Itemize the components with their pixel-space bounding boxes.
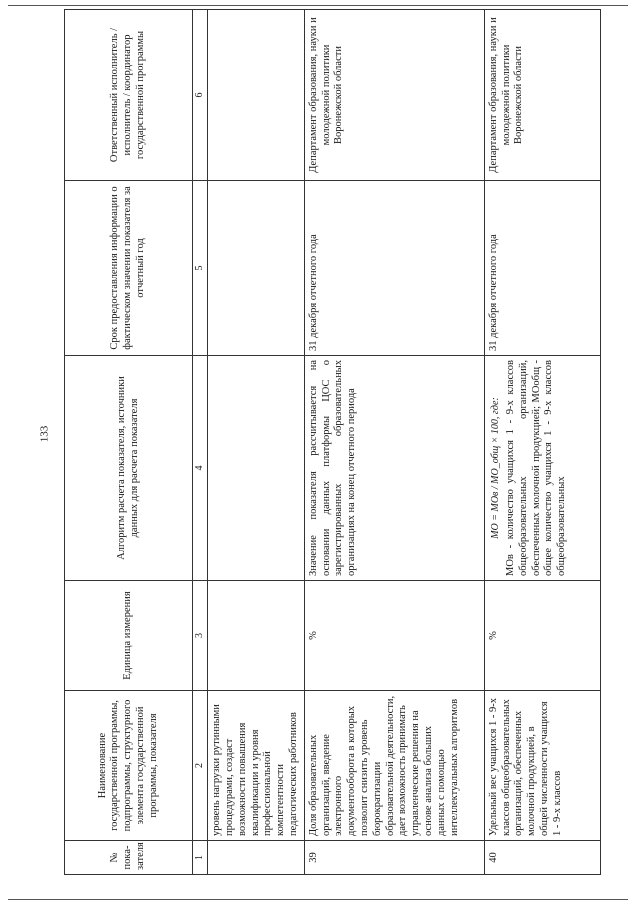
table-row	[304, 10, 484, 875]
row-unit	[208, 581, 305, 691]
header-name: Наименование государственной программы, подпрограммы, структурного элемента государственной программы, показателя	[65, 691, 193, 841]
row-algorithm	[208, 356, 305, 581]
row-name: Удельный вес учащихся 1 - 9-х классов общеобразовательных организаций, обеспеченных молочной продукцией, в общей численности учащихся 1 - 9-х классов	[484, 691, 600, 841]
bottom-rule	[8, 899, 628, 900]
row-deadline: 31 декабря отчетного года	[484, 181, 600, 356]
row-algorithm: МОв - количество учащихся 1 - 9-х классов общеобразовательных организаций, обеспеченных молочной продукцией; МОобщ - общее количество учащихся 1 - 9-х классов общеобразовательных	[504, 360, 568, 576]
column-number: 5	[193, 181, 208, 356]
column-number: 4	[193, 356, 208, 581]
row-num: 39	[304, 841, 484, 875]
column-number: 2	[193, 691, 208, 841]
row-deadline	[208, 181, 305, 356]
row-algorithm-cell	[484, 356, 600, 581]
row-name: уровень нагрузки рутинными процедурами, создаст возможности повышения квалификации и уровня профессиональной компетентности педагогических работников	[208, 691, 305, 841]
row-executor	[208, 10, 305, 181]
header-algorithm: Алгоритм расчета показателя, источники данных для расчета показателя	[65, 356, 193, 581]
header-row	[65, 10, 193, 875]
column-number-row	[193, 10, 208, 875]
row-unit: %	[304, 581, 484, 691]
row-algorithm: Значение показателя рассчитывается на основании данных платформы ЦОС о зарегистрированных образовательных организациях на конец отчетного периода	[304, 356, 484, 581]
row-deadline: 31 декабря отчетного года	[304, 181, 484, 356]
top-rule	[8, 5, 628, 6]
table-row	[208, 10, 305, 875]
row-executor: Департамент образования, науки и молодежной политики Воронежской области	[484, 10, 600, 181]
header-deadline: Срок предоставления информации о фактическом значении показателя за отчетный год	[65, 181, 193, 356]
page-number: 133	[38, 425, 51, 443]
indicators-table	[64, 9, 601, 875]
table-row	[484, 10, 600, 875]
row-unit: %	[484, 581, 600, 691]
formula: МО = МОв / МО_общ × 100, где:	[489, 397, 501, 539]
column-number: 1	[193, 841, 208, 875]
row-num	[208, 841, 305, 875]
row-executor: Департамент образования, науки и молодежной политики Воронежской области	[304, 10, 484, 181]
rotated-table-container	[64, 10, 624, 875]
column-number: 3	[193, 581, 208, 691]
header-num: № пока-зателя	[65, 841, 193, 875]
row-num: 40	[484, 841, 600, 875]
column-number: 6	[193, 10, 208, 181]
row-name: Доля образовательных организаций, введение электронного документооборота в которых позволит снизить уровень бюрократизации образовательной деятельности, дает возможность принимать управленческие решения на основе анализа больших данных с помощью интеллектуальных алгоритмов	[304, 691, 484, 841]
header-unit: Единица измерения	[65, 581, 193, 691]
header-executor: Ответственный исполнитель / исполнитель / координатор государственной программы	[65, 10, 193, 181]
